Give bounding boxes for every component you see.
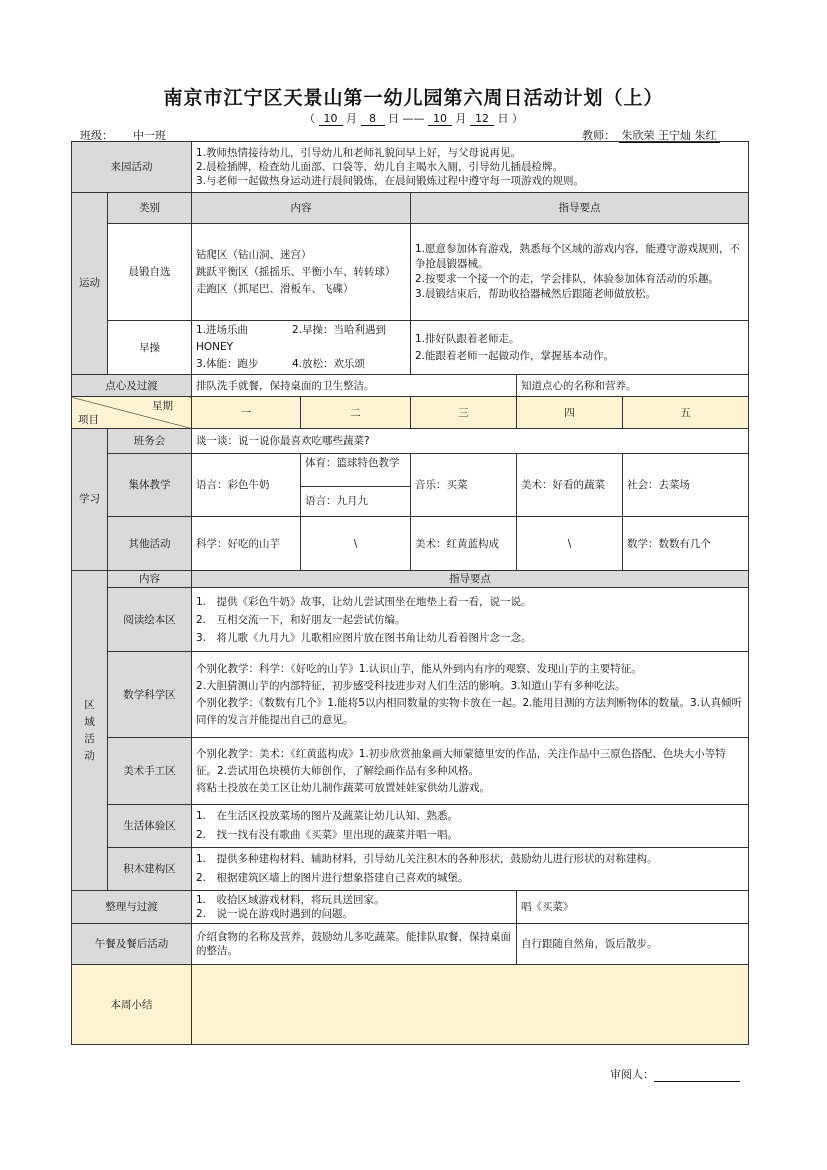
content-line: 钻爬区（钻山洞、迷宫）: [196, 248, 312, 261]
snack-label: 点心及过渡: [72, 375, 192, 397]
other-wed: 美术：红黄蓝构成: [411, 517, 517, 571]
other-activities-label: 其他活动: [108, 517, 192, 571]
group-teaching-fri: 社会：去菜场: [623, 454, 749, 517]
group-teaching-tue-b: 语言：九月九: [305, 495, 368, 507]
sport-col-type: 类别: [108, 193, 192, 224]
guide-line: 1.排好队跟着老师走。: [415, 332, 520, 345]
summary-row: [72, 965, 749, 1045]
group-teaching-tue: [301, 454, 411, 517]
area-life-label: 生活体验区: [108, 805, 192, 848]
day-monday: 一: [192, 397, 301, 429]
start-month: 10: [319, 113, 343, 126]
sport-label: [72, 193, 108, 375]
guide-line: 个别化教学：科学：《好吃的山芋》1.认识山芋，能从外到内有序的观察、发现山芋的主要特征。: [196, 662, 642, 675]
guide-line: 将粘土投放在美工区让幼儿制作蔬菜可放置娃娃家供幼儿游戏。: [196, 781, 490, 794]
lunch-content: 介绍食物的名称及营养，鼓励幼儿多吃蔬菜。能排队取餐，保持桌面的整洁。: [192, 924, 517, 965]
arrival-line: 1.教师热情接待幼儿，引导幼儿和老师礼貌问早上好，与父母说再见。: [196, 147, 522, 159]
other-activities-row: [72, 517, 749, 571]
item-label: 项目: [78, 414, 99, 426]
guide-line: 个别化教学：《数数有几个》1.能将5以内相同数量的实物卡放在一起。2.能用目测的方法判断物体的数量。3.认真倾听同伴的发言并能提出自己的意见。: [196, 696, 742, 726]
area-label: [72, 571, 108, 891]
end-month: 10: [428, 113, 452, 126]
end-day-word: 日: [497, 112, 509, 125]
start-day: 8: [361, 113, 385, 126]
area-blocks-content: [192, 848, 749, 891]
guide-line: 2.按要求一个接一个的走，学会排队，体验参加体育活动的乐趣。: [415, 273, 720, 285]
area-reading-label: 阅读绘本区: [108, 588, 192, 652]
other-mon: 科学：好吃的山芋: [192, 517, 301, 571]
exercise-guide: [411, 321, 749, 375]
exercise-content: [192, 321, 411, 375]
end-day: 12: [470, 113, 494, 126]
sport-header-row: [72, 193, 749, 224]
weekday-label: 星期: [152, 400, 173, 412]
content-line: 1. 收拾区域游戏材料，将玩具送回家。: [196, 894, 385, 906]
area-math-label: 数学科学区: [108, 652, 192, 738]
content-line: 3.体能：跑步: [196, 358, 259, 370]
class-meeting-content: 谈一谈：说一说你最喜欢吃哪些蔬菜?: [192, 429, 749, 454]
lunch-label: 午餐及餐后活动: [72, 924, 192, 965]
guide-line: 3. 将儿歌《九月九》儿歌相应图片放在图书角让幼儿看着图片念一念。: [196, 631, 532, 644]
arrival-line: 3.与老师一起做热身运动进行晨间锻炼，在晨间锻炼过程中遵守每一项游戏的规则。: [196, 175, 585, 187]
week-header-row: [72, 397, 749, 429]
group-teaching-mon: 语言：彩色牛奶: [192, 454, 301, 517]
study-label: [72, 429, 108, 571]
guide-line: 1. 在生活区投放菜场的图片及蔬菜让幼儿认知、熟悉。: [196, 810, 459, 822]
guide-line: 2.能跟着老师一起做动作，掌握基本动作。: [415, 349, 615, 362]
exercise-row: [72, 321, 749, 375]
group-teaching-label: 集体教学: [108, 454, 192, 517]
lunch-row: [72, 924, 749, 965]
area-art-label: 美术手工区: [108, 738, 192, 805]
area-row-reading: [72, 588, 749, 652]
sport-col-guide: 指导要点: [411, 193, 749, 224]
date-close: ）: [512, 112, 523, 125]
page-title: 南京市江宁区天景山第一幼儿园第六周日活动计划（上）: [163, 87, 664, 109]
date-dash: ——: [402, 112, 425, 125]
morning-choice-content: [192, 224, 411, 321]
area-blocks-label: 积木建构区: [108, 848, 192, 891]
guide-line: 2. 根据建筑区墙上的图片进行想象搭建自己喜欢的城堡。: [196, 872, 469, 884]
end-month-word: 月: [455, 112, 467, 125]
class-meeting-label: 班务会: [108, 429, 192, 454]
summary-label: 本周小结: [72, 965, 192, 1045]
snack-content: 排队洗手就餐，保持桌面的卫生整洁。: [192, 375, 517, 397]
area-row-art: [72, 738, 749, 805]
guide-line: 个别化教学：美术：《红黄蓝构成》1.初步欣赏抽象画大师蒙德里安的作品，关注作品中三原色搭配、色块大小等特征。2.尝试用色块模仿大师创作，了解绘画作品有多种风格。: [196, 747, 726, 777]
reviewer: [610, 1066, 740, 1082]
other-fri: 数学：数数有几个: [623, 517, 749, 571]
area-header-row: [72, 571, 749, 588]
content-line: 2.早操：当哈利遇到 HONEY: [196, 324, 387, 353]
day-friday: 五: [623, 397, 749, 429]
guide-line: 2.大胆猜测山芋的内部特征，初步感受科技进步对人们生活的影响。3.知道山芋有多种吃法。: [196, 679, 626, 692]
tidy-guide: 唱《买菜》: [517, 891, 749, 924]
arrival-label: 来园活动: [72, 142, 192, 193]
start-month-word: 月: [346, 112, 357, 125]
snack-row: [72, 375, 749, 397]
area-math-content: [192, 652, 749, 738]
area-col-guide: 指导要点: [192, 571, 749, 588]
day-thursday: 四: [517, 397, 623, 429]
area-row-blocks: [72, 848, 749, 891]
group-teaching-row: [72, 454, 749, 517]
morning-choice-guide: [411, 224, 749, 321]
area-row-life: [72, 805, 749, 848]
area-row-math-science: [72, 652, 749, 738]
morning-choice-label: 晨锻自选: [108, 224, 192, 321]
content-line: 1.进场乐曲: [196, 324, 249, 336]
guide-line: 1. 提供《彩色牛奶》故事，让幼儿尝试围坐在地垫上看一看，说一说。: [196, 595, 532, 608]
arrival-line: 2.晨检插牌，检查幼儿面部、口袋等，幼儿自主喝水入厕，引导幼儿插晨检牌。: [196, 161, 564, 173]
morning-choice-row: [72, 224, 749, 321]
start-day-word: 日: [388, 112, 399, 125]
teacher-label: 教师：: [582, 129, 615, 142]
class-label: 班级：: [80, 129, 113, 142]
group-teaching-wed: 音乐：买菜: [411, 454, 517, 517]
date-open: （: [304, 112, 315, 125]
area-life-content: [192, 805, 749, 848]
week-header-corner: [72, 397, 192, 429]
guide-line: 1. 提供多种建构材料、辅助材料，引导幼儿关注积木的各种形状，鼓励幼儿进行形状的对称建构。: [196, 853, 658, 865]
group-teaching-thu: 美术：好看的蔬菜: [517, 454, 623, 517]
tidy-content: [192, 891, 517, 924]
reviewer-signature-line[interactable]: [654, 1069, 740, 1082]
summary-content[interactable]: [192, 965, 749, 1045]
other-tue: \: [301, 517, 411, 571]
guide-line: 3.晨锻结束后，帮助收拾器械然后跟随老师做放松。: [415, 288, 657, 300]
study-label-text: 学习: [79, 493, 100, 505]
class-value: 中一班: [117, 130, 183, 143]
reviewer-label: 审阅人：: [610, 1068, 654, 1081]
other-thu: \: [517, 517, 623, 571]
guide-line: 2. 互相交流一下，和好朋友一起尝试仿编。: [196, 613, 406, 626]
class-meeting-row: [72, 429, 749, 454]
area-col-content: 内容: [108, 571, 192, 588]
date-range: [0, 110, 827, 126]
content-line: 走跑区（抓尾巴、滑板车、飞碟）: [196, 282, 354, 295]
sport-col-content: 内容: [192, 193, 411, 224]
area-label-text: 区域活动: [84, 698, 95, 762]
guide-line: 2. 找一找有没有歌曲《买菜》里出现的蔬菜并唱一唱。: [196, 829, 459, 841]
lunch-guide: 自行跟随自然角，饭后散步。: [517, 924, 749, 965]
sport-label-text: 运动: [79, 277, 100, 289]
plan-table: [71, 141, 749, 1045]
arrival-row: [72, 142, 749, 193]
day-tuesday: 二: [301, 397, 411, 429]
group-teaching-tue-a: 体育：篮球特色教学: [301, 454, 410, 487]
content-line: 2. 说一说在游戏时遇到的问题。: [196, 908, 354, 920]
tidy-label: 整理与过渡: [72, 891, 192, 924]
tidy-row: [72, 891, 749, 924]
day-wednesday: 三: [411, 397, 517, 429]
teacher-value: 朱欣荣 王宁灿 朱红: [619, 130, 720, 143]
arrival-content: [192, 142, 749, 193]
exercise-label: 早操: [108, 321, 192, 375]
guide-line: 1.愿意参加体育游戏，熟悉每个区域的游戏内容，能遵守游戏规则，不争抢晨锻器械。: [415, 243, 741, 270]
area-art-content: [192, 738, 749, 805]
area-reading-content: [192, 588, 749, 652]
content-line: 4.放松：欢乐颂: [292, 358, 366, 370]
content-line: 跳跃平衡区（摇摇乐、平衡小车、转转球）: [196, 265, 396, 278]
snack-guide: 知道点心的名称和营养。: [517, 375, 749, 397]
